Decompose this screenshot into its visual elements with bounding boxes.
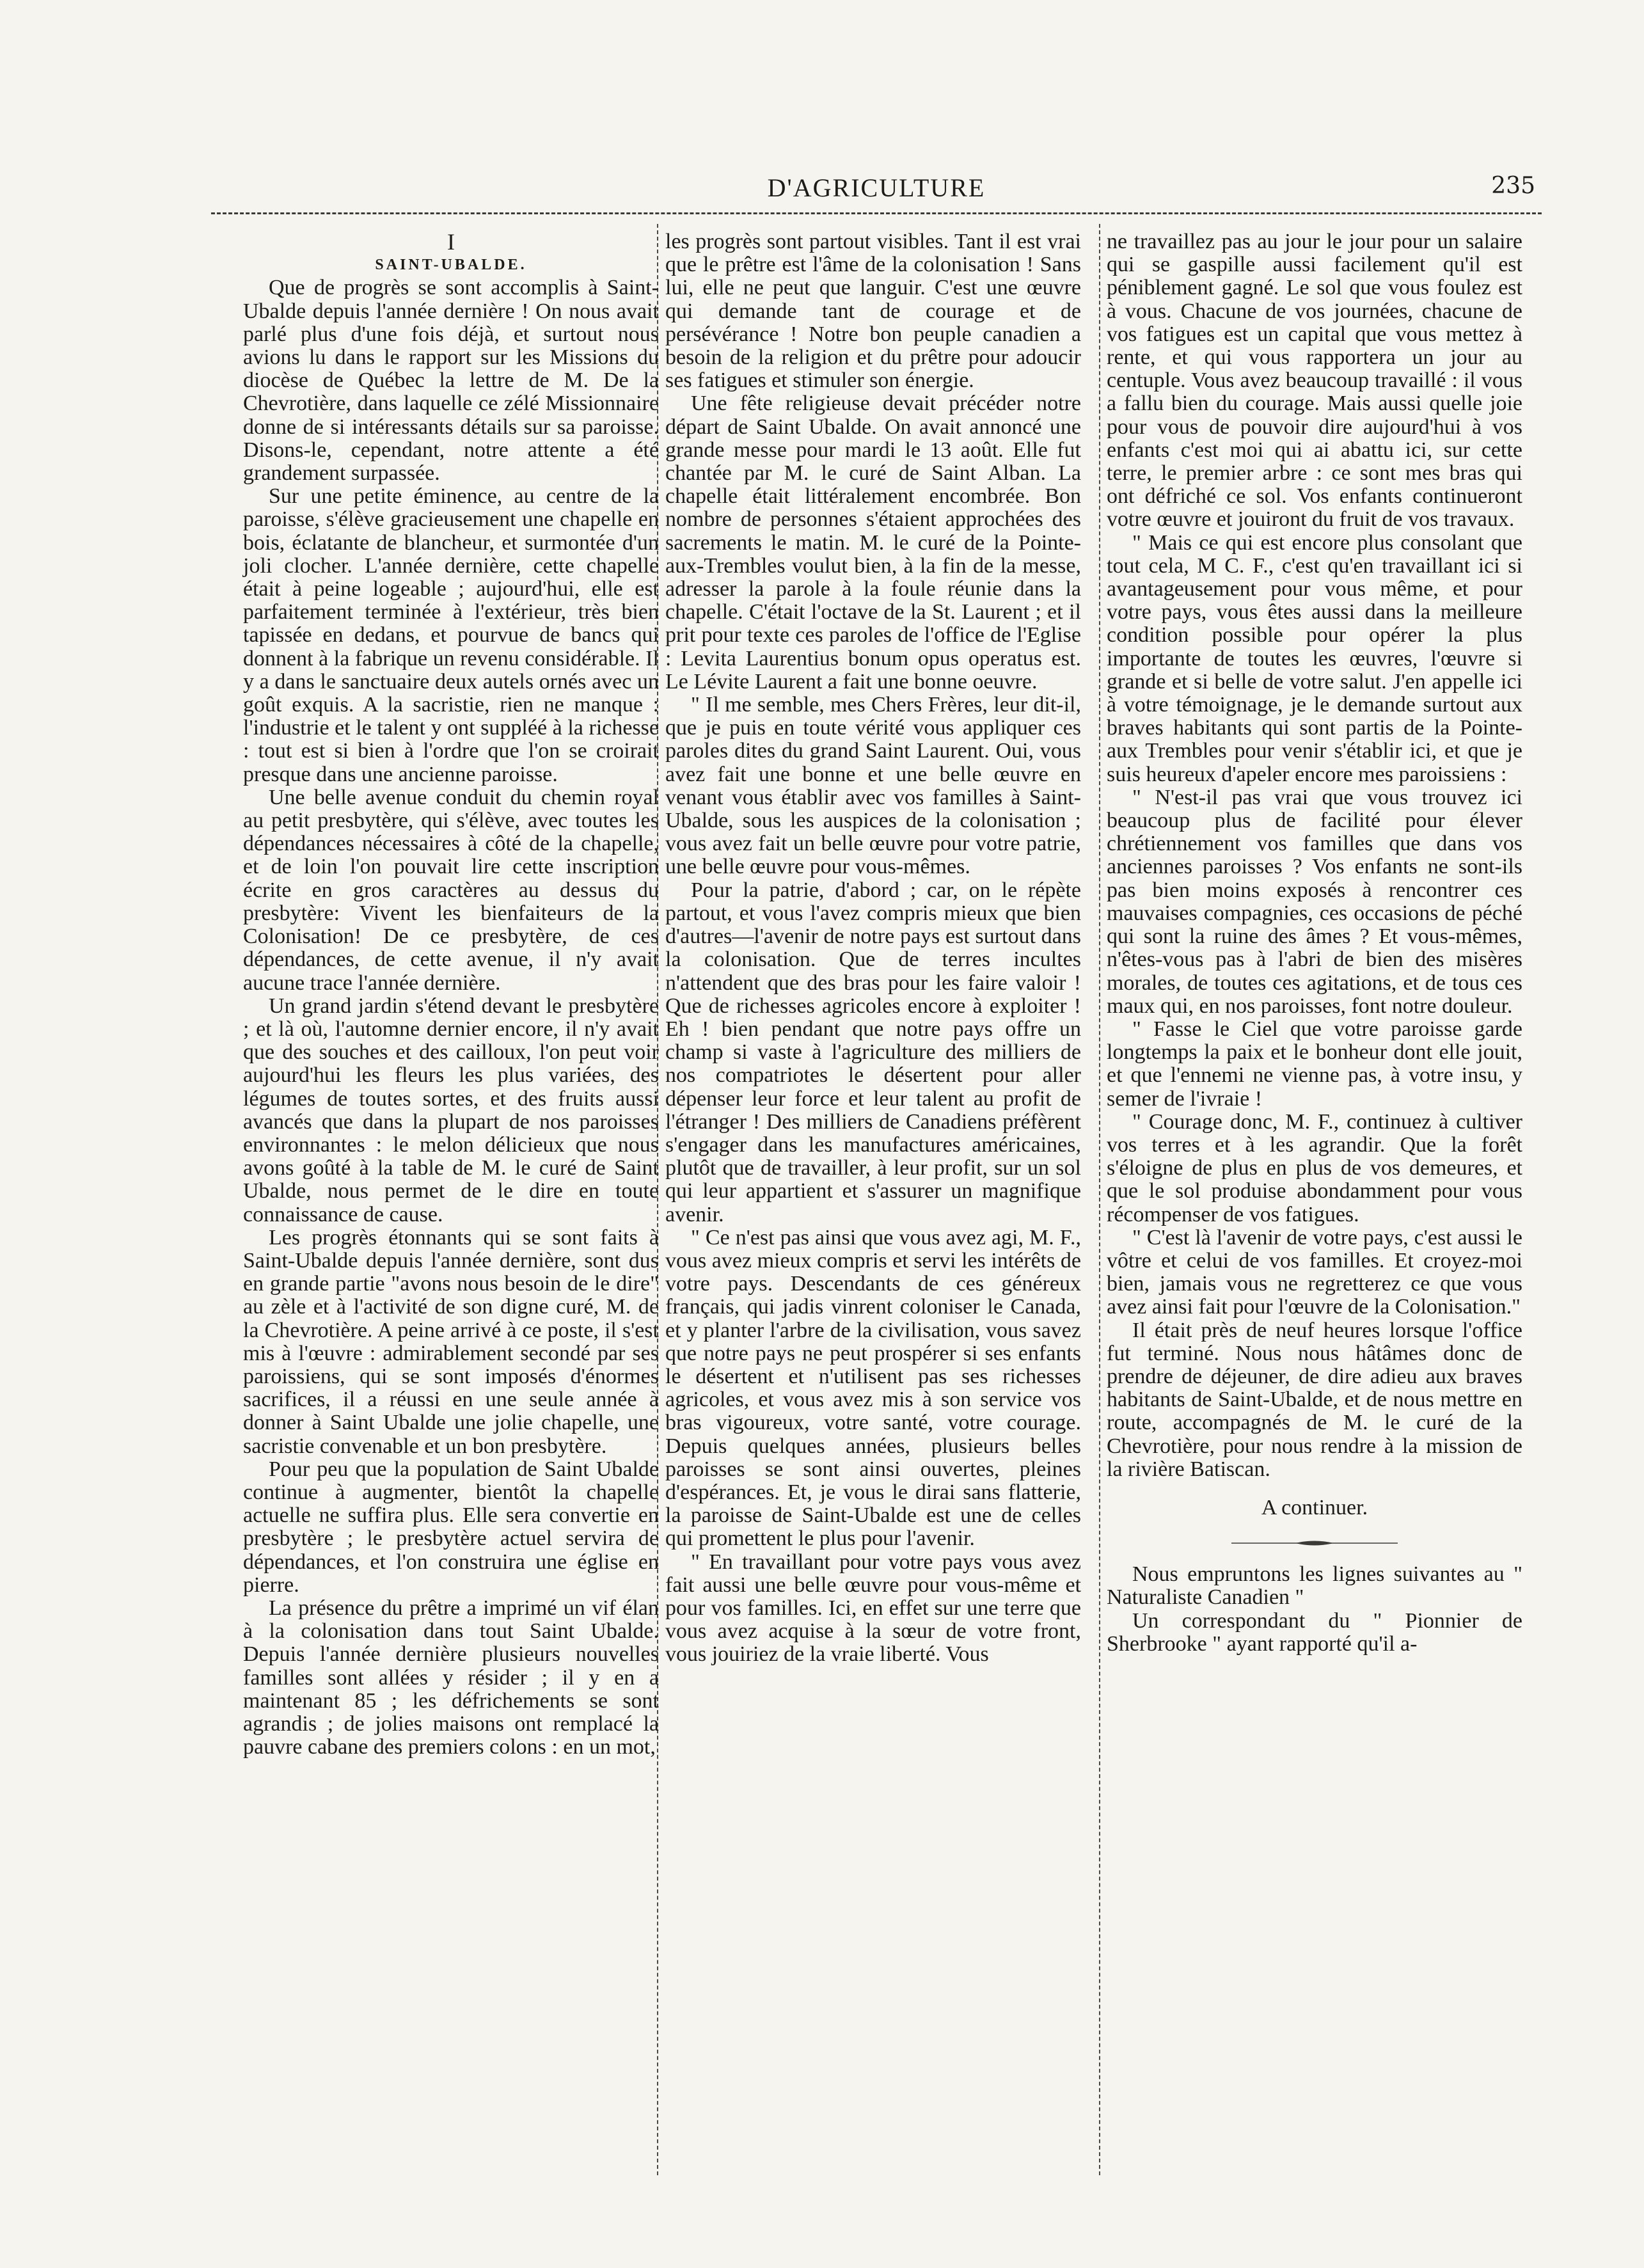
paragraph: ne travaillez pas au jour le jour pour un salaire qui se gaspille aussi facilement qu'il est péniblement gagné. Le sol que vous foulez est à vous. Chacune de vos journées, chacune de vos fatigues est un capital que vous mettez à rente, et qui vous rapportera un jour au centuple. Vous avez beaucoup travaillé : il vous a fallu bien du courage. Mais aussi quelle joie pour vous de pouvoir dire aujourd'hui à vos enfants c'est moi qui ai abattu ici, sur cette terre, le premier arbre : ce sont mes bras qui ont défriché ce sol. Vos enfants continueront votre œuvre et jouiront du fruit de vos travaux.	[1107, 230, 1522, 532]
column-3	[1107, 230, 1522, 1656]
page-number: 235	[1491, 173, 1535, 199]
paragraph: " En travaillant pour votre pays vous avez fait aussi une belle œuvre pour vous-même et pour vos familles. Ici, en effet sur une terre que vous avez acquise à la sœur de votre front, vous jouiriez de la vraie liberté. Vous	[665, 1550, 1081, 1667]
paragraph: Il était près de neuf heures lorsque l'office fut terminé. Nous nous hâtâmes donc de prendre de déjeuner, de dire adieu aux braves habitants de Saint-Ubalde, et de nous mettre en route, accompagnés de M. le curé de la Chevrotière, pour nous rendre à la mission de la rivière Batiscan.	[1107, 1318, 1522, 1481]
paragraph: Sur une petite éminence, au centre de la paroisse, s'élève gracieusement une chapelle en bois, éclatante de blancheur, et surmontée d'un joli clocher. L'année dernière, cette chapelle était à peine logeable ; aujourd'hui, elle est parfaitement terminée à l'extérieur, très bien tapissée en dedans, et pourvue de bancs qui donnent à la fabrique un revenu considérable. Il y a dans le sanctuaire deux autels ornés avec un goût exquis. A la sacristie, rien ne manque : l'industrie et le talent y ont suppléé à la richesse : tout est si bien à l'ordre que l'on se croirait presque dans une ancienne paroisse.	[243, 484, 659, 786]
section-number: I	[447, 229, 455, 255]
paragraph: les progrès sont partout visibles. Tant il est vrai que le prêtre est l'âme de la colonisation ! Sans lui, elle ne peut que languir. C'est une œuvre qui demande tant de courage et de persévérance ! Notre bon peuple canadien a besoin de la religion et du prêtre pour adoucir ses fatigues et stimuler son énergie.	[665, 230, 1081, 393]
paragraph: Un grand jardin s'étend devant le presbytère ; et là où, l'automne dernier encore, il n'y avait que des souches et des cailloux, l'on peut voir aujourd'hui les fleurs les plus variées, des légumes de toutes sortes, et des fruits aussi avancés que dans la plupart de nos paroisses environnantes : le melon délicieux que nous avons goûté à la table de M. le curé de Saint Ubalde, nous permet de le dire en toute connaissance de cause.	[243, 994, 659, 1226]
paragraph: " Il me semble, mes Chers Frères, leur dit-il, que je puis en toute vérité vous appliquer ces paroles dites du grand Saint Laurent. Oui, vous avez fait une bonne et une belle œuvre en venant vous établir avec vos familles à Saint-Ubalde, sous les auspices de la colonisation ; vous avez fait un belle œuvre pour votre patrie, une belle œuvre pour vous-mêmes.	[665, 693, 1081, 879]
paragraph: " Mais ce qui est encore plus consolant que tout cela, M C. F., c'est qu'en travaillant ici si avantageusement pour vous même, et pour votre pays, vous êtes aussi dans la meilleure condition possible pour opérer la plus importante de toutes les œuvres, l'œuvre si grande et si belle de votre salut. J'en appelle ici à votre témoignage, je le demande surtout aux braves habitants qui sont partis de la Pointe-aux Trembles pour venir s'établir ici, et que je suis heureux d'apeler encore mes paroissiens :	[1107, 530, 1522, 786]
paragraph: Pour peu que la population de Saint Ubalde continue à augmenter, bientôt la chapelle actuelle ne suffira plus. Elle sera convertie en presbytère ; le presbytère actuel servira de dépendances, et l'on construira une église en pierre.	[243, 1457, 659, 1597]
paragraph: " Courage donc, M. F., continuez à cultiver vos terres et à les agrandir. Que la forêt s'éloigne de plus en plus de vos demeures, et que le sol produise abondamment pour vous récompenser de vos fatigues.	[1107, 1109, 1522, 1226]
column-divider	[1099, 224, 1100, 2175]
page-header	[217, 173, 1535, 211]
paragraph: Que de progrès se sont accomplis à Saint-Ubalde depuis l'année dernière ! On nous avait parlé plus d'une fois déjà, et surtout nous avions lu dans le rapport sur les Missions du diocèse de Québec la lettre de M. De la Chevrotière, dans laquelle ce zélé Missionnaire donne de si intéressants détails sur sa paroisse. Disons-le, cependant, notre attente a été grandement surpassée.	[243, 276, 659, 486]
paragraph: Une fête religieuse devait précéder notre départ de Saint Ubalde. On avait annoncé une grande messe pour mardi le 13 août. Elle fut chantée par M. le curé de Saint Alban. La chapelle était littéralement encombrée. Bon nombre de personnes s'étaient approchées des sacrements le matin. M. le curé de la Pointe-aux-Trembles voulut bien, à la fin de la messe, adresser la parole à la foule réunie dans la chapelle. C'était l'octave de la St. Laurent ; et il prit pour texte ces paroles de l'office de l'Eglise : Levita Laurentius bonum opus operatus est. Le Lévite Laurent a fait une bonne oeuvre.	[665, 392, 1081, 694]
header-rule	[211, 212, 1542, 214]
column-1	[243, 230, 659, 1759]
paragraph: La présence du prêtre a imprimé un vif élan à la colonisation dans tout Saint Ubalde. Depuis l'année dernière plusieurs nouvelles familles sont allées y résider ; il y en a maintenant 85 ; les défrichements se sont agrandis ; de jolies maisons ont remplacé la pauvre cabane des premiers colons : en un mot,	[243, 1596, 659, 1759]
paragraph: Pour la patrie, d'abord ; car, on le répète partout, et vous l'avez compris mieux que bien d'autres—l'avenir de notre pays est surtout dans la colonisation. Que de terres incultes n'attendent que des bras pour les faire valoir ! Que de richesses agricoles encore à exploiter ! Eh ! bien pendant que notre pays offre un champ si vaste à l'agriculture des milliers de nos compatriotes le désertent pour aller dépenser leur force et leur talent au profit de l'étranger ! Des milliers de Canadiens préfèrent s'engager dans les manufactures américaines, plutôt que de travailler, à leur profit, sur un sol qui leur appartient et s'assurer un magnifique avenir.	[665, 878, 1081, 1226]
column-2	[665, 230, 1081, 1667]
paragraph: Un correspondant du " Pionnier de Sherbrooke " ayant rapporté qu'il a-	[1107, 1608, 1522, 1656]
ornamental-rule	[1231, 1539, 1398, 1548]
paragraph: " C'est là l'avenir de votre pays, c'est aussi le vôtre et celui de vos familles. Et croyez-moi bien, jamais vous ne regretterez ce que vous avez ainsi fait pour l'œuvre de la Colonisation."	[1107, 1225, 1522, 1319]
paragraph: " Fasse le Ciel que votre paroisse garde longtemps la paix et le bonheur dont elle jouit, et que l'ennemi ne vienne pas, à votre insu, y semer de l'ivraie !	[1107, 1017, 1522, 1111]
running-title: D'AGRICULTURE	[767, 173, 986, 202]
section-title: SAINT-UBALDE.	[375, 257, 527, 274]
paragraph: Une belle avenue conduit du chemin royal au petit presbytère, qui s'élève, avec toutes les dépendances nécessaires à côté de la chapelle, et de loin l'on pouvait lire cette inscription écrite en gros caractères au dessus du presbytère: Vivent les bienfaiteurs de la Colonisation! De ce presbytère, de ces dépendances, de cette avenue, il n'y avait aucune trace l'année dernière.	[243, 785, 659, 995]
paragraph: " Ce n'est pas ainsi que vous avez agi, M. F., vous avez mieux compris et servi les intérêts de votre pays. Descendants de ces généreux français, qui jadis vinrent coloniser le Canada, et y planter l'arbre de la civilisation, vous savez que notre pays ne peut prospérer si ses enfants le désertent et n'utilisent pas ses richesses agricoles, et vous avez mis à son service vos bras vigoureux, votre santé, votre courage. Depuis quelques années, plusieurs belles paroisses se sont ainsi ouvertes, pleines d'espérances. Et, je vous le dirai sans flatterie, la paroisse de Saint-Ubalde est une de celles qui promettent le plus pour l'avenir.	[665, 1225, 1081, 1551]
paragraph: " N'est-il pas vrai que vous trouvez ici beaucoup plus de facilité pour élever chrétiennement vos familles que dans vos anciennes paroisses ? Vos enfants ne sont-ils pas bien moins exposés à rencontrer ces mauvaises compagnies, ces occasions de péché qui sont la ruine des âmes ? Et vous-mêmes, n'êtes-vous pas à l'abri de bien des misères morales, de toutes ces agitations, et de tous ces maux qui, en nos paroisses, font notre douleur.	[1107, 785, 1522, 1018]
paragraph: Nous empruntons les lignes suivantes au " Naturaliste Canadien "	[1107, 1562, 1522, 1610]
continuation-note: A continuer.	[1261, 1495, 1368, 1519]
paragraph: Les progrès étonnants qui se sont faits à Saint-Ubalde depuis l'année dernière, sont dus en grande partie "avons nous besoin de le dire" au zèle et à l'activité de son digne curé, M. de la Chevrotière. A peine arrivé à ce poste, il s'est mis à l'œuvre : admirablement secondé par ses paroissiens, qui se sont imposés d'énormes sacrifices, il a réussi en une seule année à donner à Saint Ubalde une jolie chapelle, une sacristie convenable et un bon presbytère.	[243, 1225, 659, 1458]
